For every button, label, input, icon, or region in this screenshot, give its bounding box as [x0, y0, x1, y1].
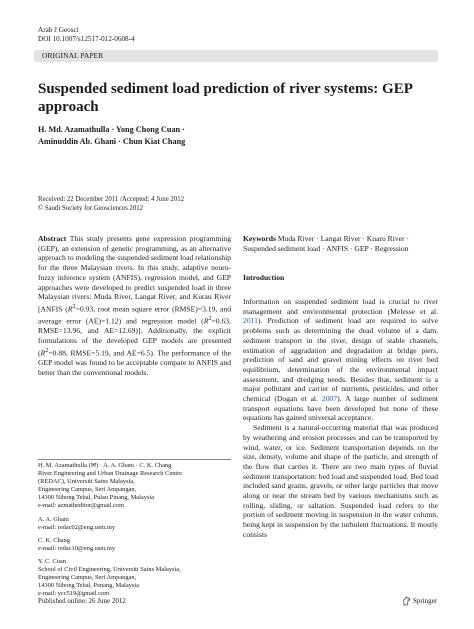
affiliations [38, 462, 231, 603]
abstract [38, 234, 231, 377]
email-link[interactable]: e-mail: azmatheditor@gmail.com [38, 502, 125, 510]
affiliation-cuan [38, 558, 231, 598]
published-date: Published online: 26 June 2012 [38, 597, 126, 605]
keywords-text: Muda River · Langat River · Kuaru River · Suspended sediment load · ANFIS · GEP · Regression [243, 234, 409, 253]
superscript: 2 [72, 302, 76, 310]
intro-text: Information on suspended sediment load is crucial to river management and environmental protection (Melesse et al. [243, 297, 438, 316]
affiliation-names: H. M. Azamathulla (✉) · A. A. Ghani · C. K. Chang [38, 462, 172, 469]
introduction-body [243, 297, 438, 540]
affiliation-line: (REDAC), Universiti Sains Malaysia, [38, 478, 135, 486]
r-squared-symbol: R [203, 316, 209, 326]
r-squared-symbol: R [40, 348, 46, 358]
article-dates [38, 196, 184, 213]
citation-link[interactable]: 2007 [321, 394, 338, 404]
authors-line-2: Aminuddin Ab. Ghani · Chun Kiat Chang [38, 137, 186, 146]
intro-text: ). Prediction of sediment load are required to solve problems such as determining the dead volume of a dam, sediment transport in the river, design of stable channels, estimation of aggradation and degradation at bridge piers, prediction of sand and gravel mining effects on river bed equilibrium, determination of the environmental impact assessment, and dredging needs. Besides that, sediment is a major pollutant and carrier of nutrients, pesticides, and other chemical (Dogan et al. [243, 316, 438, 404]
email-link[interactable]: e-mail: redac10@eng.usm.my [38, 544, 116, 552]
introduction-heading: Introduction [243, 273, 285, 282]
intro-text: ). A large number of sediment transport equations have been developed but none of these equations has gained universal acceptance. [243, 394, 438, 423]
affiliation-line: Engineering Campus, Seri Ampangan, [38, 574, 137, 582]
author-name: Y. C. Cuan [38, 557, 66, 565]
intro-paragraph-1 [243, 297, 438, 423]
doi: DOI 10.1007/s12517-012-0608-4 [38, 35, 135, 43]
affiliation-line: Engineering Campus, Seri Ampangan, [38, 486, 137, 494]
author-name: A. A. Ghani [38, 515, 69, 523]
publisher-logo [402, 596, 437, 606]
affiliation-ghani [38, 516, 231, 532]
abstract-text-1: This study presents gene expression programming (GEP), an extension of genetic programming, as an alternative approach to modeling the suspended sediment load relationship for the three Malaysian rivers. In this study, adaptive neuro-fuzzy inference system (ANFIS), regression model, and GEP approaches were developed to predict suspended load in three Malaysian rivers: Muda River, Langat River, and Kurau River [ANFIS ( [38, 234, 231, 314]
keywords-heading: Keywords [243, 234, 276, 243]
affiliation-line: School of Civil Engineering, Universiti Sains Malaysia, [38, 566, 181, 574]
author-name: C. K. Chang [38, 536, 70, 544]
journal-name: Arab J Geosci [38, 26, 79, 34]
email-link[interactable]: e-mail: ycc519@gmail.com [38, 590, 110, 598]
copyright: © Saudi Society for Geosciences 2012 [38, 204, 144, 212]
abstract-text-2: =0.93, root mean square error (RMSE)=3.19, and average error (AE)=1.12) and regression model ( [38, 304, 232, 326]
superscript: 2 [45, 346, 49, 354]
publisher-name: Springer [413, 596, 438, 605]
affiliation-divider [38, 459, 231, 460]
keywords [243, 234, 438, 254]
affiliation-redac [38, 462, 231, 511]
received-accepted: Received: 22 December 2011 /Accepted: 4 June 2012 [38, 196, 185, 203]
paper-type-label: ORIGINAL PAPER [42, 51, 104, 60]
springer-horse-icon [402, 596, 411, 606]
r-squared-symbol: R [67, 304, 73, 314]
affiliation-line: River Engineering and Urban Drainage Research Centre [38, 470, 183, 478]
journal-header [38, 26, 135, 44]
authors-line-1: H. Md. Azamathulla · Yong Chong Cuan · [38, 125, 185, 134]
citation-link[interactable]: 2011 [243, 316, 258, 326]
abstract-heading: Abstract [38, 234, 67, 243]
abstract-text-3: =0.63, RMSE=13.96, and AE=12.69)]. Additionally, the explicit formulations of the developed GEP models are presented ( [38, 316, 231, 358]
author-list [38, 124, 438, 148]
affiliation-line: 14300 Nibong Tebal, Pulau Pinang, Malaysia [38, 494, 155, 502]
affiliation-chang [38, 537, 231, 553]
affiliation-line: 14300 Nibong Tebal, Penang, Malaysia [38, 582, 139, 590]
superscript: 2 [208, 315, 212, 323]
abstract-text-4: =0.88, RMSE=5.19, and AE=6.5). The performance of the GEP model was found to be acceptable compare to ANFIS and better than the conventional models. [38, 348, 231, 377]
email-link[interactable]: e-mail: redac02@eng.usm.my [38, 523, 116, 531]
intro-paragraph-2: Sediment is a natural-occurring material that was produced by weathering and erosion processes and can be transported by wind, water, or ice. Sediment transportation depends on the size, density, volume and shape of the particle, and strength of the flow that carries it. There are two main types of fluvial sediment transportation: bed load and suspended load. Bed load included sand grains, gravels, or other large particles that move along or near the stream bed by various mechanisms such as rolling, sliding, or saltation. Suspended load refers to the portion of sediment moving in suspension in the water column, being kept in suspension by the turbulent fluctuations. It mostly consists [243, 423, 438, 539]
article-title: Suspended sediment load prediction of river systems: GEP approach [38, 81, 413, 115]
